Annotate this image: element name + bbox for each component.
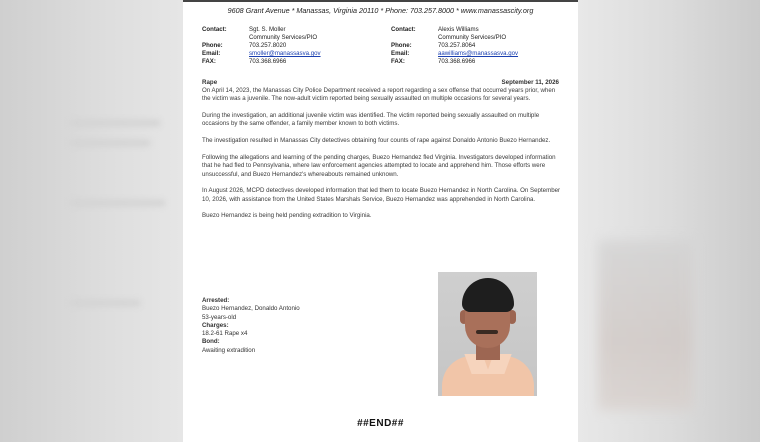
- release-body: [202, 87, 564, 229]
- email-label: Email:: [391, 50, 410, 58]
- charges-label: Charges:: [202, 321, 229, 329]
- mugshot-photo: [438, 272, 537, 396]
- phone-label: Phone:: [391, 42, 412, 50]
- blurred-background-left: [0, 0, 183, 442]
- phone-label: Phone:: [202, 42, 223, 50]
- contact-name: Sgt. S. Moller: [249, 26, 286, 33]
- contact-fax: 703.368.6966: [438, 58, 476, 66]
- bond-label: Bond:: [202, 338, 220, 346]
- end-marker: ##END##: [357, 418, 404, 429]
- contact-block-left: [202, 26, 321, 66]
- contact-phone: 703.257.8064: [438, 42, 476, 50]
- contact-title: Community Services/PIO: [249, 34, 318, 42]
- blurred-text-line: [70, 200, 165, 206]
- fax-label: FAX:: [391, 58, 405, 66]
- release-paragraph: Buezo Hernandez is being held pending extradition to Virginia.: [202, 212, 372, 220]
- blurred-photo: [598, 240, 693, 410]
- release-subject-line: [202, 79, 559, 86]
- arrestee-age: 53-years-old: [202, 313, 237, 321]
- charge-text: 18.2-61 Rape x4: [202, 330, 248, 337]
- bond-status: Awaiting extradition: [202, 346, 256, 354]
- press-release-document: [183, 0, 578, 442]
- contact-phone: 703.257.8020: [249, 42, 287, 50]
- release-paragraph: Following the allegations and learning of the pending charges, Buezo Hernandez fled Virginia. Investigators developed information that he had fled to Pennsylvania, where law enforcement agencies attempted to locate and apprehend him. Those efforts were unsuccessful, and Buezo Hernandez's whereabouts remained unknown.: [202, 154, 556, 178]
- arrested-label: Arrested:: [202, 297, 230, 304]
- contact-label: Contact:: [391, 26, 416, 33]
- contact-fax: 703.368.6966: [249, 58, 287, 66]
- arrestee-name: Buezo Hernandez, Donaldo Antonio: [202, 305, 300, 313]
- release-paragraph: In August 2026, MCPD detectives developed information that led them to locate Buezo Hernandez in North Carolina. On September 10, 2026, with assistance from the United States Marshals Service, Buezo Hernandez was apprehended in North Carolina.: [202, 187, 561, 203]
- contact-title: Community Services/PIO: [438, 34, 507, 42]
- contact-block-right: [391, 26, 518, 66]
- header-rule: [183, 0, 578, 2]
- fax-label: FAX:: [202, 58, 216, 66]
- blurred-text-line: [70, 140, 150, 146]
- release-subject: Rape: [202, 79, 218, 86]
- blurred-text-line: [70, 300, 140, 306]
- contact-label: Contact:: [202, 26, 227, 33]
- release-paragraph: During the investigation, an additional juvenile victim was identified. The victim reported being sexually assaulted on multiple occasions by the same offender, a family member known to both victims.: [202, 112, 540, 128]
- contact-name: Alexis Williams: [438, 26, 479, 33]
- blurred-background-right: [578, 0, 760, 442]
- header-address: 9608 Grant Avenue * Manassas, Virginia 20110 * Phone: 703.257.8000 * www.manassascity.org: [227, 6, 534, 15]
- contact-email-link[interactable]: aawilliams@manassasva.gov: [438, 50, 519, 58]
- email-label: Email:: [202, 50, 221, 58]
- arrest-details: [202, 297, 402, 355]
- release-paragraph: On April 14, 2023, the Manassas City Police Department received a report regarding a sex offense that occurred years prior, when the victim was a juvenile. The now-adult victim reported being sexually assaulted on multiple occasions for several years.: [202, 87, 556, 103]
- release-date: September 11, 2026: [501, 79, 559, 86]
- blurred-text-line: [70, 120, 160, 126]
- contact-email-link[interactable]: smoller@manassasva.gov: [249, 50, 321, 58]
- release-paragraph: The investigation resulted in Manassas City detectives obtaining four counts of rape against Donaldo Antonio Buezo Hernandez.: [202, 137, 551, 145]
